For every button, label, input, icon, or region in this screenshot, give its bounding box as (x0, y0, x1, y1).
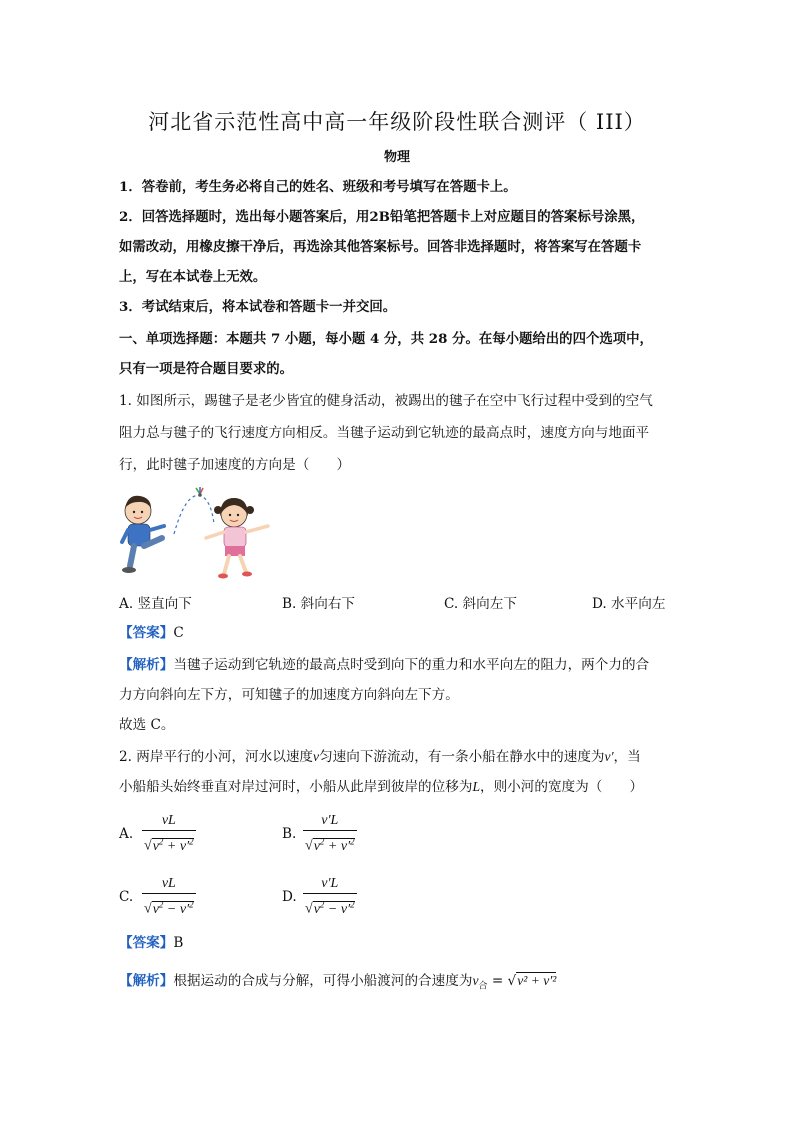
var-v: v (313, 749, 320, 764)
numerator: vL (161, 876, 176, 891)
q1-option-b: B. 斜向右下 (282, 596, 356, 612)
instruction-3: 3．考试结束后，将本试卷和答题卡一并交回。 (119, 299, 397, 315)
section-heading: 一、单项选择题：本题共 7 小题，每小题 4 分，共 28 分。在每小题给出的四个选项中， (119, 331, 653, 347)
radicand: v² + v′² (517, 973, 557, 988)
q1-stem-line-3: 行，此时毽子加速度的方向是（ ） (119, 457, 351, 473)
denominator: $√v^2 + v'^2$ (303, 830, 357, 857)
instruction-1: 1．答卷前，考生务必将自己的姓名、班级和考号填写在答题卡上。 (119, 179, 517, 195)
exponent: 2 (158, 899, 164, 909)
q2-option-c-label: C. (119, 889, 134, 905)
answer-tag: 【答案】 (119, 625, 174, 641)
q1-answer (119, 618, 679, 648)
q2-option-b-formula (303, 812, 357, 857)
q1-analysis-line-1 (119, 650, 679, 680)
answer-value: C (173, 625, 184, 641)
analysis-text: 根据运动的合成与分解，可得小船渡河的合速度为 (173, 973, 473, 989)
q1-stem-line-2: 阻力总与毽子的飞行速度方向相反。当毽子运动到它轨迹的最高点时，速度方向与地面平 (119, 425, 650, 441)
q1-option-d: D. 水平向左 (592, 596, 666, 612)
q2-stem-text: 2. 两岸平行的小河，河水以速度 (119, 749, 314, 765)
instruction-2-end: 上，写在本试卷上无效。 (119, 269, 267, 285)
analysis-tag: 【解析】 (119, 657, 174, 673)
q1-stem-line-1: 1. 如图所示，踢毽子是老少皆宜的健身活动，被踢出的毽子在空中飞行过程中受到的空气 (119, 393, 653, 409)
var-L: L (472, 779, 480, 794)
q2-option-a-label: A. (119, 826, 134, 842)
q1-option-a: A. 竖直向下 (119, 596, 192, 612)
subject-label: 物理 (383, 150, 410, 165)
den-term: v (313, 901, 320, 917)
den-term: − v′ (327, 901, 351, 917)
numerator: v′L (321, 813, 339, 828)
q2-option-c-formula (142, 875, 196, 920)
q2-stem-text: 匀速向下游流动，有一条小船在静水中的速度为 (319, 749, 605, 765)
q2-answer (119, 928, 679, 958)
den-term: + v′ (166, 838, 190, 854)
exponent: 2 (319, 899, 325, 909)
den-term: + v′ (327, 838, 351, 854)
exponent: 2 (350, 899, 355, 909)
q2-option-a-formula (142, 812, 196, 857)
den-term: − v′ (166, 901, 190, 917)
answer-tag: 【答案】 (119, 935, 174, 951)
q2-option-d-label: D. (282, 889, 297, 905)
denominator: $√v^2 + v'^2$ (142, 830, 196, 857)
den-term: v (313, 838, 320, 854)
den-term: v (152, 901, 159, 917)
analysis-text: 当毽子运动到它轨迹的最高点时受到向下的重力和水平向左的阻力，两个力的合 (173, 657, 650, 673)
q2-stem-text: ，当 (613, 749, 641, 765)
subscript-he: 合 (478, 981, 488, 992)
q1-option-c: C. 斜向左下 (444, 596, 517, 612)
q1-analysis-line-2: 力方向斜向左下方，可知毽子的加速度方向斜向左下方。 (119, 687, 459, 703)
exponent: 2 (189, 899, 194, 909)
instruction-2-cont: 如需改动，用橡皮擦干净后，再选涂其他答案标号。回答非选择题时，将答案写在答题卡 (119, 239, 642, 255)
exponent: 2 (319, 836, 325, 846)
instruction-2: 2．回答选择题时，选出每小题答案后，用2B铅笔把答题卡上对应题目的答案标号涂黑， (119, 209, 645, 225)
q2-stem-text: 小船船头始终垂直对岸过河时，小船从此岸到彼岸的位移为 (119, 779, 473, 795)
exponent: 2 (189, 836, 194, 846)
exam-title: 河北省示范性高中高一年级阶段性联合测评（ III） (148, 110, 646, 134)
section-heading-cont: 只有一项是符合题目要求的。 (119, 361, 294, 377)
var-v-prime: v′ (604, 749, 614, 764)
denominator: $√v^2 - v'^2$ (142, 893, 196, 920)
q2-option-d-formula (303, 875, 357, 920)
q2-option-b-label: B. (282, 826, 297, 842)
exponent: 2 (158, 836, 164, 846)
numerator: vL (161, 813, 176, 828)
numerator: v′L (321, 876, 339, 891)
q2-analysis: 【解析】根据运动的合成与分解，可得小船渡河的合速度为$v_合 = √v^2 + v'^2$ (119, 973, 557, 992)
den-term: v (152, 838, 159, 854)
shuttlecock-kicking-illustration (116, 486, 276, 581)
q2-stem-line-1 (119, 742, 679, 772)
q2-stem-line-2 (119, 772, 679, 802)
var-v: v (472, 973, 479, 988)
denominator: $√v^2 - v'^2$ (303, 893, 357, 920)
q1-analysis-line-3: 故选 C。 (119, 717, 175, 733)
exponent: 2 (350, 836, 355, 846)
analysis-tag: 【解析】 (119, 973, 174, 989)
q2-stem-text: ，则小河的宽度为（ ） (480, 779, 644, 795)
answer-value: B (173, 935, 184, 951)
equals-sign: = (491, 973, 504, 989)
